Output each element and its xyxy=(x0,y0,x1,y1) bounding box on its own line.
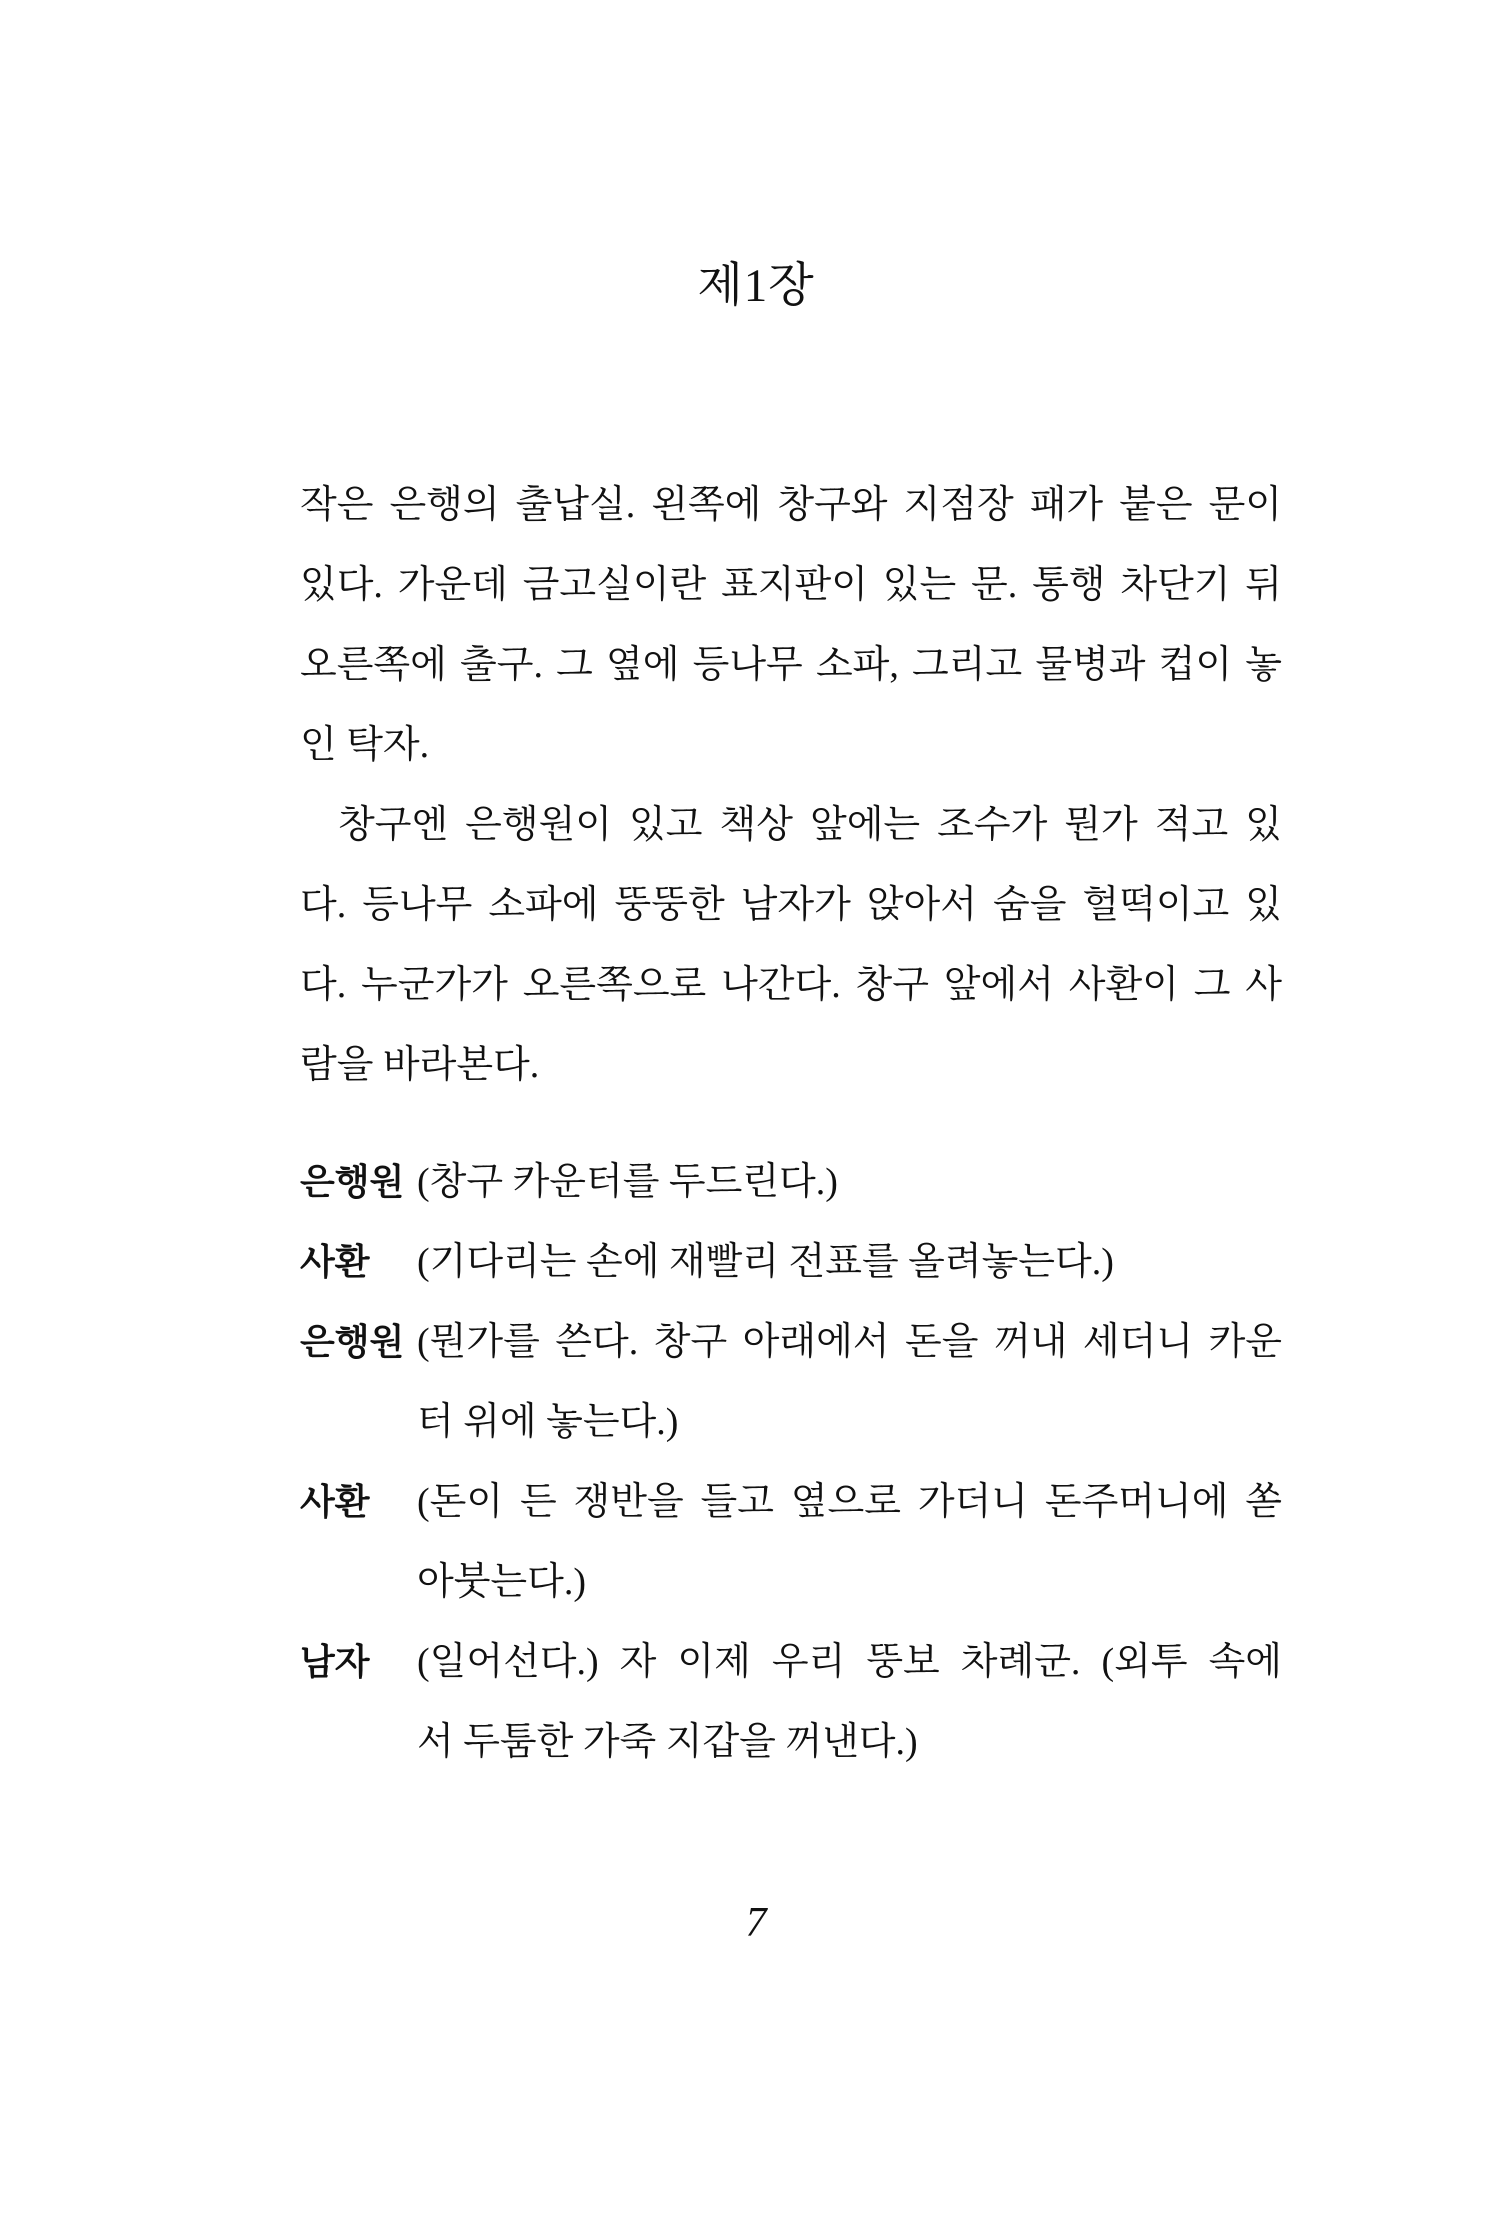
stage-direction-line: 오른쪽에 출구. 그 옆에 등나무 소파, 그리고 물병과 컵이 놓 xyxy=(300,644,1282,686)
stage-direction-line: 작은 은행의 출납실. 왼쪽에 창구와 지점장 패가 붙은 문이 xyxy=(300,484,1282,526)
speaker-name: 은행원 xyxy=(300,1321,405,1362)
stage-direction-line: 다. 누군가가 오른쪽으로 나간다. 창구 앞에서 사환이 그 사 xyxy=(300,964,1282,1006)
dialogue-line: (기다리는 손에 재빨리 전표를 올려놓는다.) xyxy=(417,1241,1114,1283)
dialogue-lines xyxy=(417,1302,1282,1462)
dialogue-entry xyxy=(300,1142,1282,1222)
stage-direction-line: 인 탁자. xyxy=(300,724,430,766)
speaker-name: 남자 xyxy=(300,1641,370,1682)
dialogue-line: 터 위에 놓는다.) xyxy=(417,1401,679,1443)
dialogue-entry xyxy=(300,1302,1282,1462)
dialogue-line: (돈이 든 쟁반을 들고 옆으로 가더니 돈주머니에 쏟 xyxy=(417,1481,1282,1523)
stage-direction-line: 람을 바라본다. xyxy=(300,1044,540,1086)
dialogue-line: 서 두툼한 가죽 지갑을 꺼낸다.) xyxy=(417,1721,918,1763)
dialogue-lines xyxy=(417,1142,1282,1222)
stage-direction-paragraph xyxy=(300,785,1282,1105)
stage-directions xyxy=(300,465,1282,1105)
dialogue-line: (일어선다.) 자 이제 우리 뚱보 차례군. (외투 속에 xyxy=(417,1641,1282,1683)
dialogue-entry xyxy=(300,1462,1282,1622)
dialogue-entry xyxy=(300,1222,1282,1302)
page-number: 7 xyxy=(745,1900,767,1946)
dialogue-block xyxy=(300,1142,1282,1782)
dialogue-lines xyxy=(417,1462,1282,1622)
stage-direction-paragraph xyxy=(300,465,1282,785)
dialogue-lines xyxy=(417,1622,1282,1782)
chapter-title: 제1장 xyxy=(697,260,815,312)
stage-direction-line: 있다. 가운데 금고실이란 표지판이 있는 문. 통행 차단기 뒤 xyxy=(300,564,1282,606)
stage-direction-line: 다. 등나무 소파에 뚱뚱한 남자가 앉아서 숨을 헐떡이고 있 xyxy=(300,884,1282,926)
dialogue-line: (창구 카운터를 두드린다.) xyxy=(417,1161,838,1203)
speaker-name: 사환 xyxy=(300,1481,370,1522)
stage-direction-line: 창구엔 은행원이 있고 책상 앞에는 조수가 뭔가 적고 있 xyxy=(338,804,1282,846)
dialogue-entry xyxy=(300,1622,1282,1782)
speaker-name: 은행원 xyxy=(300,1161,405,1202)
dialogue-lines xyxy=(417,1222,1282,1302)
speaker-name: 사환 xyxy=(300,1241,370,1282)
dialogue-line: 아붓는다.) xyxy=(417,1561,586,1603)
dialogue-line: (뭔가를 쓴다. 창구 아래에서 돈을 꺼내 세더니 카운 xyxy=(417,1321,1282,1363)
